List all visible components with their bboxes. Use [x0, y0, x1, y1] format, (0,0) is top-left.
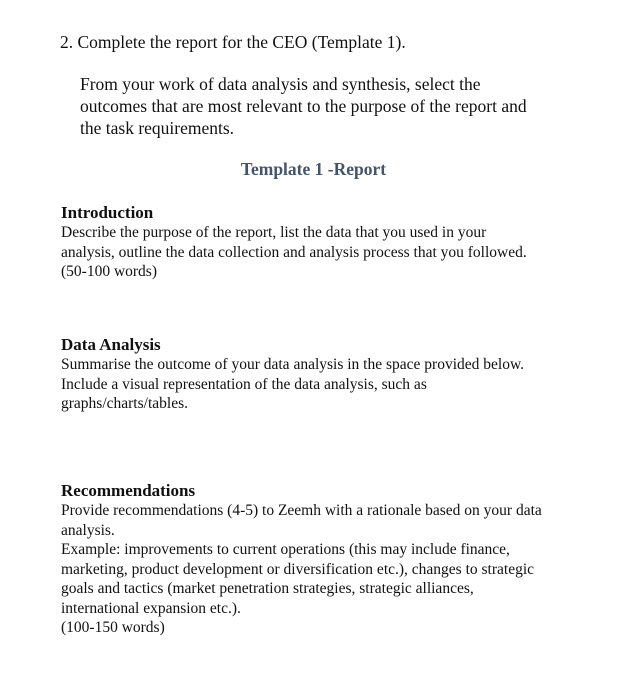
task-instructions — [80, 73, 580, 139]
recommendations-section — [61, 481, 591, 638]
task-instruction-line: the task requirements. — [80, 118, 235, 138]
data-analysis-line: graphs/charts/tables. — [61, 395, 188, 412]
introduction-line: Describe the purpose of the report, list the data that you used in your — [61, 224, 487, 241]
recommendations-line: goals and tactics (market penetration strategies, strategic alliances, — [61, 580, 474, 597]
introduction-line: analysis, outline the data collection and analysis process that you followed. — [61, 243, 527, 261]
recommendations-word-count: (100-150 words) — [61, 619, 165, 636]
recommendations-line: Example: improvements to current operations (this may include finance, — [61, 541, 510, 558]
data-analysis-line: Summarise the outcome of your data analysis in the space provided below. — [61, 356, 525, 373]
introduction-word-count: (50-100 words) — [61, 263, 157, 280]
task-instruction-line: From your work of data analysis and synthesis, select the — [80, 74, 481, 94]
task-heading: 2. Complete the report for the CEO (Template 1). — [60, 32, 406, 52]
task-instruction-line: outcomes that are most relevant to the purpose of the report and — [80, 96, 527, 116]
recommendations-line: Provide recommendations (4-5) to Zeemh with a rationale based on your data — [61, 502, 542, 519]
template-title: Template 1 -Report — [240, 159, 387, 179]
data-analysis-heading: Data Analysis — [61, 335, 161, 354]
data-analysis-line: Include a visual representation of the data analysis, such as — [61, 375, 427, 393]
recommendations-line: analysis. — [61, 521, 115, 539]
introduction-heading: Introduction — [61, 203, 154, 222]
recommendations-heading: Recommendations — [61, 481, 196, 500]
recommendations-line: international expansion etc.). — [61, 599, 241, 617]
recommendations-line: marketing, product development or diversification etc.), changes to strategic — [61, 560, 535, 578]
introduction-section — [61, 203, 591, 282]
data-analysis-section — [61, 335, 591, 414]
